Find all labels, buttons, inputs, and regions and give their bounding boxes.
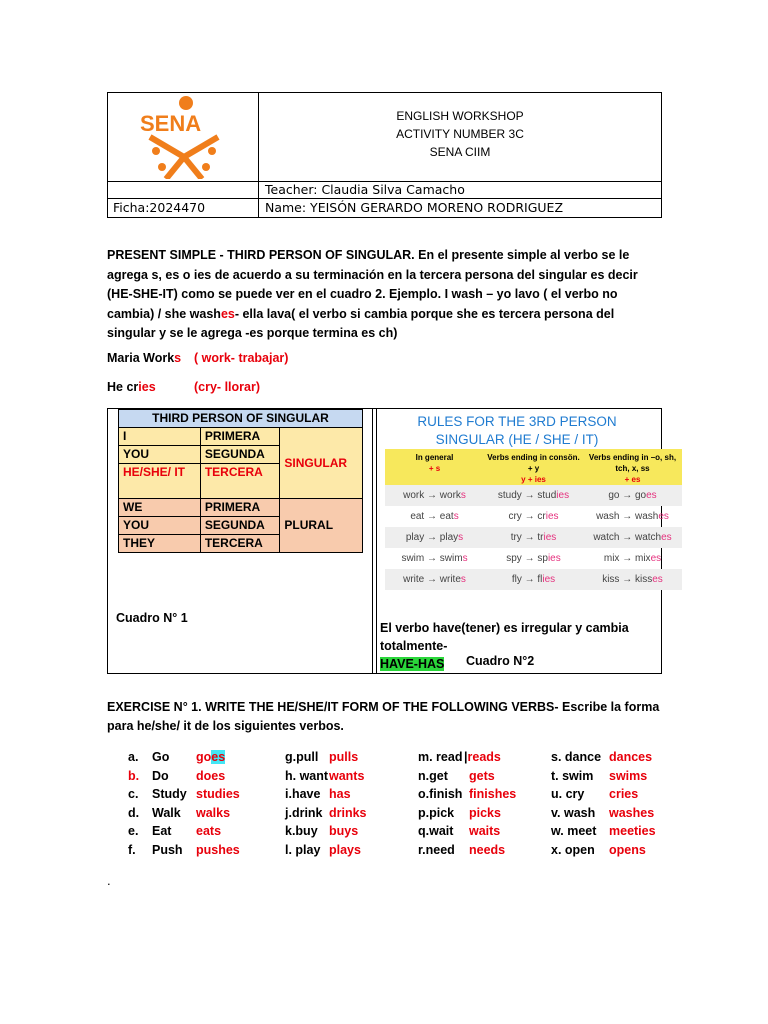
intro-text-red: es (220, 306, 235, 321)
rules-cell: study → studies (497, 490, 570, 501)
rules-title: RULES FOR THE 3RD PERSON SINGULAR (HE / SHE / IT) (417, 414, 617, 447)
exercise-answer: meeties (609, 824, 656, 838)
exercise-verb: g.pull (285, 750, 319, 764)
third-person-title: THIRD PERSON OF SINGULAR (119, 410, 363, 428)
rules-cell: try → tries (510, 532, 557, 543)
intro-text-2: - ella lava( el verbo si cambia porque she es tercera persona del singular y se le agrega -es porque termina es ch) (107, 306, 615, 340)
arrow-icon: → (521, 511, 538, 522)
rules-cell: wash → washes (596, 511, 669, 522)
exercise-item (551, 785, 656, 804)
teacher-cell: Teacher: Claudia Silva Camacho (265, 182, 465, 197)
rules-cell: mix → mixes (603, 553, 662, 564)
example-2-base: He cr (107, 380, 139, 394)
example-1 (107, 351, 181, 365)
meaning-he-she-it: TERCERA (200, 464, 280, 499)
exercise-verb: m. read (418, 750, 463, 764)
exercise-verb: s. dance (551, 750, 602, 764)
exercise-item (551, 767, 656, 786)
rules-cell: swim → swims (401, 553, 468, 564)
exercise-answer: reads (467, 750, 501, 764)
meaning-we: PRIMERA (200, 499, 280, 517)
exercise-answer: finishes (469, 787, 517, 801)
rules-header-o-sh: Verbs ending in –o, sh, tch, x, ss + es (588, 453, 677, 484)
rules-cell: spy → spies (506, 553, 561, 564)
ficha-cell: Ficha:2024470 (113, 200, 206, 215)
exercise-answer: studies (196, 787, 240, 801)
exercise-verb: Do (152, 768, 169, 783)
exercise-verb: v. wash (551, 805, 596, 820)
exercise-answer: wants (329, 768, 365, 783)
pronoun-we: WE (119, 499, 201, 517)
pronoun-they: THEY (119, 535, 201, 553)
exercise-verb: Walk (152, 805, 181, 820)
rules-image (387, 409, 677, 604)
plural-label: PLURAL (280, 499, 363, 553)
arrow-icon: → (619, 511, 635, 522)
exercise-answer: opens (609, 842, 646, 857)
title-line-2: ACTIVITY NUMBER 3C (396, 127, 524, 141)
rules-row (385, 485, 682, 506)
exercise-answer: has (329, 787, 351, 801)
arrow-icon: → (619, 532, 635, 543)
exercise-label: f. (128, 842, 136, 857)
arrow-icon: → (424, 574, 440, 585)
exercise-answer: washes (609, 805, 655, 820)
exercise-item (128, 748, 240, 767)
exercise-answer: plays (329, 842, 361, 857)
arrow-icon: → (424, 532, 440, 543)
exercise-verb: r.need (418, 842, 455, 857)
pronoun-you: YOU (119, 446, 201, 464)
exercise-label: e. (128, 824, 139, 838)
arrow-icon: → (521, 532, 538, 543)
exercise-answer: buys (329, 824, 359, 838)
exercise-column-4 (551, 748, 656, 859)
exercise-answer: dances (609, 750, 653, 764)
document-title (259, 107, 661, 161)
trailing-dot: . (107, 873, 111, 888)
arrow-icon: → (521, 490, 538, 501)
example-2 (107, 380, 156, 394)
text-cursor: | (464, 750, 468, 764)
arrow-icon: → (424, 490, 440, 501)
intro-paragraph (107, 246, 663, 344)
rules-cell: go → goes (608, 490, 657, 501)
exercise-label: b. (128, 768, 140, 783)
exercise-verb: Push (152, 842, 183, 857)
arrow-icon: → (424, 553, 440, 564)
exercise-verb: x. open (551, 842, 595, 857)
exercise-verb: h. want (285, 768, 329, 783)
exercise-item (285, 804, 367, 823)
rules-row (385, 527, 682, 548)
rules-grid (385, 449, 682, 590)
pronoun-you-plural: YOU (119, 517, 201, 535)
sena-logo (136, 95, 232, 179)
name-cell: Name: YEISÓN GERARDO MORENO RODRIGUEZ (265, 200, 564, 215)
meaning-i: PRIMERA (200, 428, 280, 446)
exercise-item (285, 785, 367, 804)
exercise-verb: n.get (418, 768, 448, 783)
rules-row (385, 506, 682, 527)
exercise-label: c. (128, 787, 139, 801)
rules-rows (385, 485, 682, 590)
exercise-item (551, 841, 656, 860)
rules-cell: play → plays (405, 532, 464, 543)
exercise-item (128, 841, 240, 860)
caption-cuadro-2: Cuadro N°2 (466, 654, 535, 668)
exercise-answer: swims (609, 768, 648, 783)
rules-cell: write → writes (403, 574, 466, 585)
exercise-column-2 (285, 748, 367, 859)
example-1-ending: s (174, 351, 182, 365)
exercise-answer: picks (469, 805, 501, 820)
exercise-verb: j.drink (285, 805, 323, 820)
exercise-item (551, 804, 656, 823)
exercise-item (418, 767, 516, 786)
rules-cell: cry → cries (508, 511, 559, 522)
exercise-verb: i.have (285, 787, 321, 801)
exercise-verb: Eat (152, 824, 172, 838)
rules-row (385, 569, 682, 590)
meaning-you: SEGUNDA (200, 446, 280, 464)
exercise-column-3 (418, 748, 516, 859)
exercise-answer: goes (196, 750, 226, 764)
exercise-answer: needs (469, 842, 506, 857)
exercise-item (285, 767, 367, 786)
exercise-verb: l. play (285, 842, 321, 857)
rules-header-general: In general + s (415, 453, 454, 473)
arrow-icon: → (619, 490, 635, 501)
exercise-label: a. (128, 750, 139, 764)
example-2-translation: (cry- llorar) (194, 380, 260, 394)
pronoun-i: I (119, 428, 201, 446)
meaning-they: TERCERA (200, 535, 280, 553)
exercise-item (551, 748, 656, 767)
rules-cell: eat → eats (410, 511, 459, 522)
exercise-answer: drinks (329, 805, 367, 820)
header-table (107, 92, 662, 218)
exercise-title: EXERCISE N° 1. WRITE THE HE/SHE/IT FORM OF THE FOLLOWING VERBS- Escribe la forma para he/she/ it de los siguientes verbos. (107, 700, 660, 733)
example-2-ending: ies (138, 380, 156, 394)
exercise-item (285, 748, 367, 767)
exercise-item (418, 804, 516, 823)
exercise-answer: cries (609, 787, 639, 801)
have-has-highlight: HAVE-HAS (380, 657, 445, 671)
arrow-icon: → (521, 574, 538, 585)
exercise-answer: pushes (196, 842, 240, 857)
exercise-answer: gets (469, 768, 495, 783)
exercise-item (418, 822, 516, 841)
exercise-column-1 (128, 748, 240, 859)
caption-cuadro-1: Cuadro N° 1 (116, 611, 188, 625)
exercise-item (418, 841, 516, 860)
third-person-table (118, 409, 363, 553)
rules-cell: work → works (403, 490, 466, 501)
example-1-base: Maria Work (107, 351, 175, 365)
title-line-1: ENGLISH WORKSHOP (396, 109, 524, 123)
singular-label: SINGULAR (280, 428, 363, 499)
tables-box (107, 408, 677, 674)
exercise-verb: w. meet (551, 824, 597, 838)
rules-row (385, 548, 682, 569)
arrow-icon: → (424, 511, 440, 522)
exercise-item (128, 822, 240, 841)
arrow-icon: → (521, 553, 538, 564)
exercise-item (128, 804, 240, 823)
exercise-verb: u. cry (551, 787, 585, 801)
rules-cell: fly → flies (511, 574, 556, 585)
exercise-item (418, 785, 516, 804)
exercise-verb: k.buy (285, 824, 318, 838)
arrow-icon: → (619, 553, 635, 564)
svg-text:SENA: SENA (140, 111, 202, 136)
meaning-you-plural: SEGUNDA (200, 517, 280, 535)
exercise-item (128, 767, 240, 786)
rules-header-consonant-y: Verbs ending in consön. + y y + ies (487, 453, 580, 484)
exercise-answer: does (196, 768, 226, 783)
exercise-label: d. (128, 805, 140, 820)
rules-cell: watch → watches (593, 532, 672, 543)
rules-header-row (385, 449, 682, 485)
exercise-item (418, 748, 516, 767)
exercise-item (128, 785, 240, 804)
exercise-verb: o.finish (418, 787, 463, 801)
intro-text-1: PRESENT SIMPLE - THIRD PERSON OF SINGULAR. En el presente simple al verbo se le agrega s, es o ies de acuerdo a su terminación en la tercera persona del singular es decir (HE-SHE-IT) como se puede ver en el cuadro 2. Ejemplo. I wash – yo lavo ( el verbo no cambia) / she wash (107, 248, 638, 321)
exercise-verb: q.wait (418, 824, 454, 838)
arrow-icon: → (619, 574, 635, 585)
exercise-verb: Study (152, 787, 187, 801)
have-note-text: El verbo have(tener) es irregular y cambia totalmente- (380, 621, 629, 653)
rules-cell: kiss → kisses (602, 574, 663, 585)
exercise-item (285, 841, 367, 860)
exercise-answer: eats (196, 824, 222, 838)
exercise-verb: Go (152, 750, 170, 764)
title-line-3: SENA CIIM (429, 145, 491, 159)
pronoun-he-she-it: HE/SHE/ IT (119, 464, 201, 499)
exercise-answer: pulls (329, 750, 359, 764)
exercise-verb: p.pick (418, 805, 455, 820)
example-1-translation: ( work- trabajar) (194, 351, 289, 365)
exercise-verb: t. swim (551, 768, 594, 783)
exercise-item (285, 822, 367, 841)
exercise-item (551, 822, 656, 841)
sena-logo-graphic (136, 95, 232, 179)
exercise-answer: waits (469, 824, 501, 838)
exercise-answer: walks (196, 805, 231, 820)
